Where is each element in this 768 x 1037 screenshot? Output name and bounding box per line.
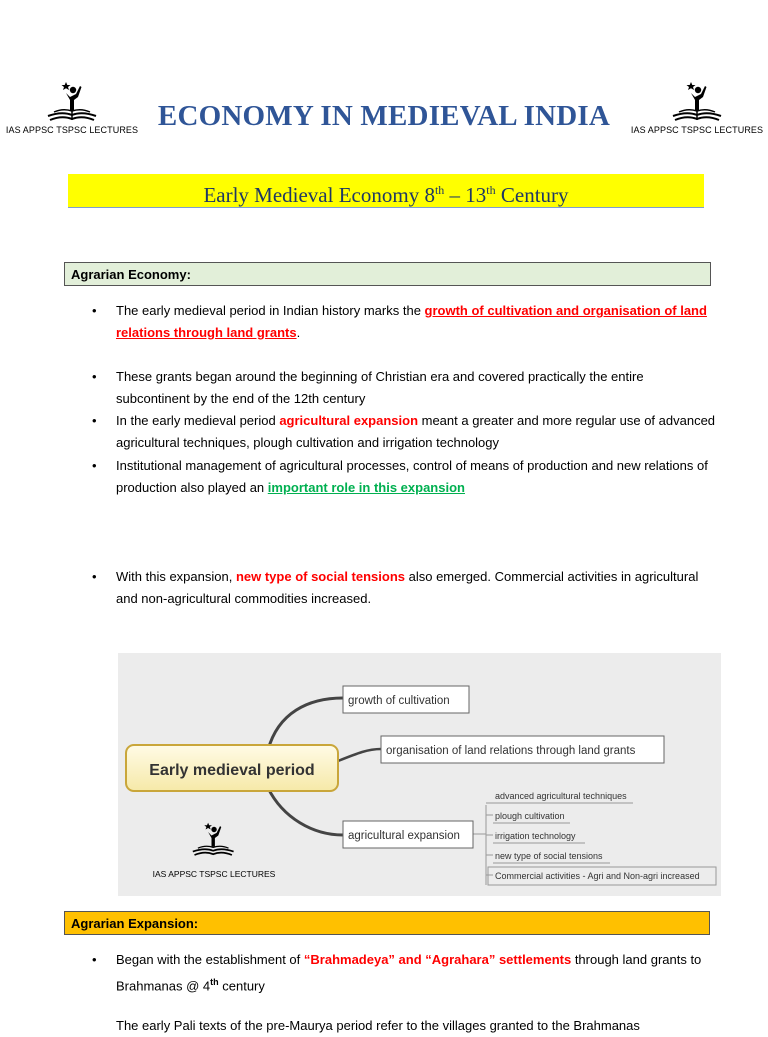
subtitle-superscript: th — [434, 183, 445, 197]
logo-text: IAS APPSC TSPSC LECTURES — [630, 125, 764, 135]
reading-figure-logo-icon — [665, 80, 729, 124]
branch-node-label: growth of cultivation — [348, 695, 450, 707]
bullet-text: Began with the establishment of — [116, 952, 304, 967]
mindmap-diagram — [118, 653, 721, 896]
bullet-text: These grants began around the beginning of Christian era and covered practically the entire subcontinent by the end of the 12th century — [116, 369, 644, 406]
bullet-text: In the early medieval period — [116, 413, 280, 428]
bullet-item — [116, 366, 716, 410]
sub-node-label: new type of social tensions — [495, 851, 603, 861]
highlight-text: growth of cultivation and organisation of land relations through land grants — [116, 303, 707, 340]
bullet-item — [116, 300, 716, 344]
subtitle-part: Century — [495, 183, 569, 207]
sub-node-label: irrigation technology — [495, 831, 576, 841]
superscript: th — [210, 977, 219, 987]
logo-right — [627, 80, 767, 135]
section-heading-agrarian-economy: Agrarian Economy: — [64, 262, 711, 286]
bullet-text: The early medieval period in Indian history marks the — [116, 303, 425, 318]
bullet-text: The early Pali texts of the pre-Maurya period refer to the villages granted to the Brahmanas — [116, 1018, 640, 1033]
highlight-text: new type of social tensions — [235, 569, 405, 584]
reading-figure-logo-icon — [193, 823, 234, 855]
bullet-text: through land grants to Brahmanas @ 4 — [116, 952, 702, 994]
bullet-item — [116, 566, 716, 610]
branch-node-label: agricultural expansion — [348, 830, 460, 842]
logo-text: IAS APPSC TSPSC LECTURES — [5, 125, 139, 135]
bullet-item — [116, 949, 716, 997]
branch-node-label: organisation of land relations through land grants — [386, 745, 636, 757]
page-title: ECONOMY IN MEDIEVAL INDIA — [157, 100, 611, 132]
reading-figure-logo-icon — [40, 80, 104, 124]
subtitle-part: – 13 — [444, 183, 487, 207]
subtitle-banner — [68, 174, 704, 208]
bullet-item — [116, 410, 716, 454]
bullet-text: With this expansion, — [116, 569, 236, 584]
sub-node-label: advanced agricultural techniques — [495, 791, 627, 801]
bullet-text: . — [296, 325, 301, 340]
highlight-text: important role in this expansion — [267, 480, 465, 495]
subtitle-part: Early Medieval Economy 8 — [203, 183, 435, 207]
bullet-text: meant a greater and more regular use of advanced agricultural techniques, plough cultivation and irrigation technology — [116, 413, 716, 450]
sub-node-label: plough cultivation — [495, 811, 565, 821]
bullet-text: Institutional management of agricultural processes, control of means of production and new relations of production also played an — [116, 458, 708, 495]
highlight-text: “Brahmadeya” and “Agrahara” settlements — [303, 952, 572, 967]
section-heading-agrarian-expansion: Agrarian Expansion: — [64, 911, 710, 935]
bullet-item — [116, 455, 716, 499]
logo-left — [2, 80, 142, 135]
bullet-text: century — [218, 978, 265, 994]
highlight-text: agricultural expansion — [279, 413, 419, 428]
central-node-label: Early medieval period — [149, 762, 315, 779]
bullet-text: also emerged. Commercial activities in agricultural and non-agricultural commodities increased. — [116, 569, 699, 606]
subtitle-superscript: th — [486, 183, 496, 197]
sub-node-label: Commercial activities - Agri and Non-agri increased — [495, 871, 700, 881]
bullet-item — [116, 1015, 716, 1037]
logo-text: IAS APPSC TSPSC LECTURES — [152, 869, 276, 879]
